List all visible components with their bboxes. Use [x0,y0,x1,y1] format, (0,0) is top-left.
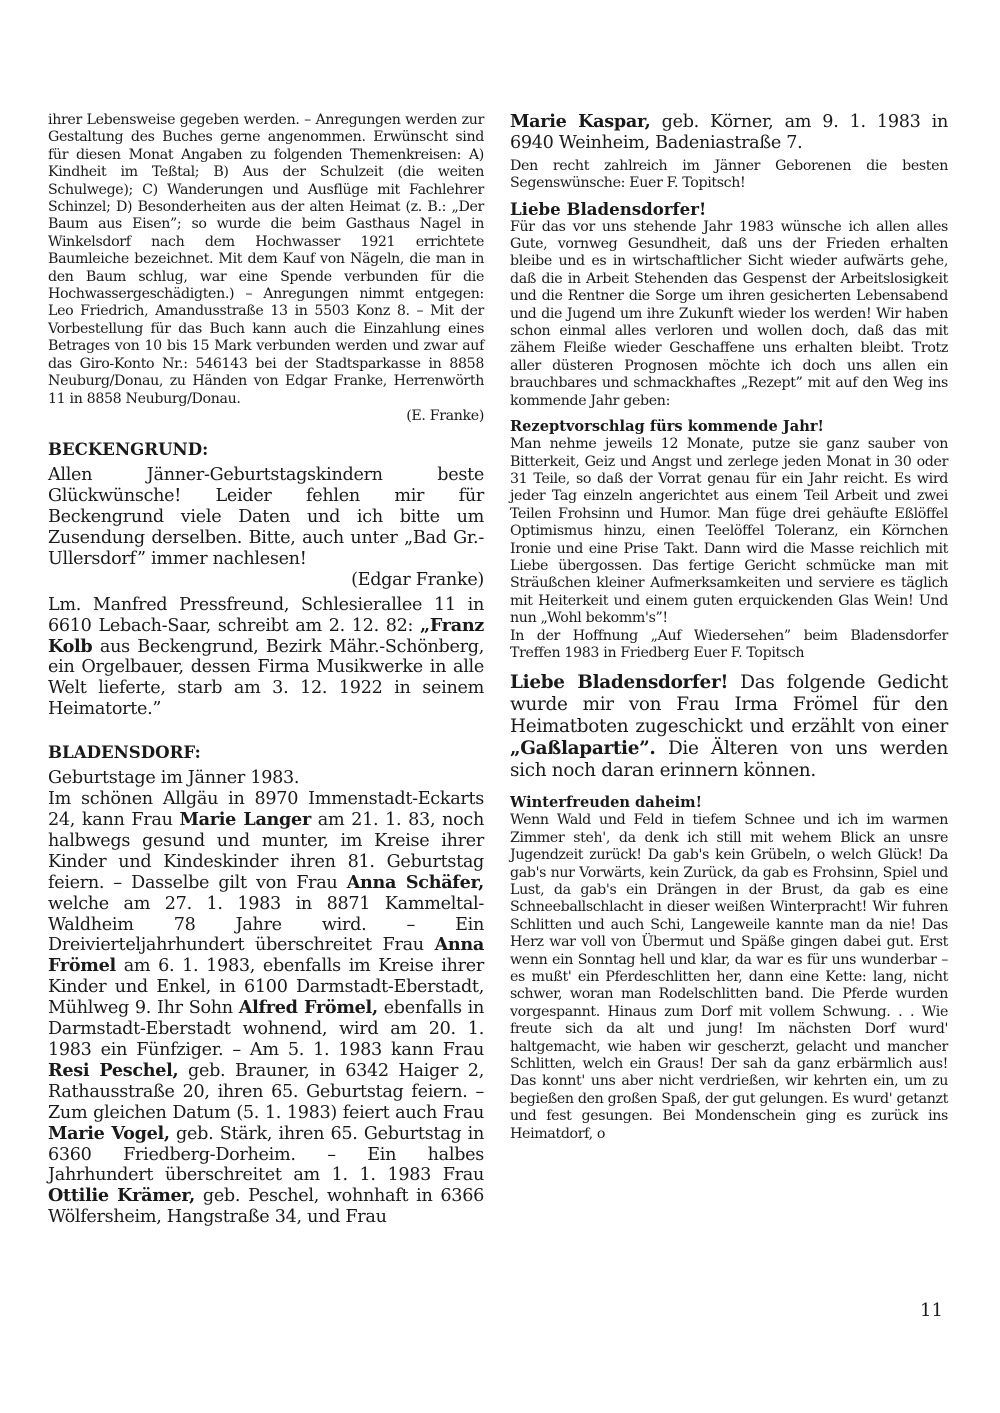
birthdays-subtitle: Geburtstage im Jänner 1983. [48,768,300,789]
section-poem-intro [510,672,948,782]
signature-edgar-franke: (Edgar Franke) [351,569,484,590]
text-segment: geb. Peschel, wohnhaft in 6366 Wölfersheim, Hangstraße 34, und Frau [48,1186,484,1228]
person-name: Ottilie Krämer, [48,1185,195,1207]
heading-liebe-bladensdorfer-2: Liebe Bladensdorfer! [510,672,729,694]
birthday-continuation [510,112,948,154]
text-segment: Das folgende Gedicht wurde mir von Frau Irma Frömel für den Heimatboten zugeschickt und erzählt von einer [510,672,948,738]
text-segment: geb. Körner, am 9. 1. 1983 in 6940 Weinheim, Badeniastraße 7. [510,112,948,153]
heading-recipe: Rezeptvorschlag fürs kommende Jahr! [510,418,824,436]
text-segment: Die Älteren von uns werden sich noch daran erinnern können. [510,738,948,782]
page-number: 11 [920,1300,943,1321]
recipe-text: Man nehme jeweils 12 Monate, putze sie ganz sauber von Bitterkeit, Geiz und Angst und zerlege jeden Monat in 30 oder 31 Teile, so daß der Vorrat genau für ein Jahr reicht. Es wird jeder Tag einzeln angerichtet aus einem Teil Arbeit und zwei Teilen Frohsinn und Humor. Man füge drei gehäufte Eßlöffel Optimismus hinzu, einen Teelöffel Toleranz, ein Körnchen Ironie und eine Prise Takt. Dann wird die Masse reichlich mit Liebe übergossen. Das fertige Gericht schmücke man mit Sträußchen kleiner Aufmerksamkeiten und serviere es täglich mit Heiterkeit und einem guten erquickenden Glas Wein! Und nun „Wohl bekomm's”! [510,436,948,627]
right-column [510,112,948,1143]
letter-intro-text: Lm. Manfred Pressfreund, Schlesierallee 11 in 6610 Lebach-Saar, schreibt am 2. 12. 82: [48,594,484,636]
birthdays-text [48,789,484,1228]
text-segment: am 21. 1. 83, noch halbwegs gesund und munter, im Kreise ihrer Kinder und Kindeskinder ihren 81. Geburtstag feiern. – Dasselbe gilt von Frau [48,810,484,893]
letter-body: aus Beckengrund, Bezirk Mähr.-Schönberg, ein Orgelbauer, dessen Firma Musikwerke in alle Welt lieferte, starb am 3. 12. 1922 in seinem Heimatorte.” [48,636,484,720]
signature-e-franke: (E. Franke) [406,407,484,424]
person-name: Resi Peschel, [48,1059,179,1081]
letter-new-year-text: Für das vor uns stehende Jahr 1983 wünsche ich allen alles Gute, vornweg Gesundheit, daß uns der Frieden erhalten bleibe und es in wirtschaftlicher Sicht wieder aufwärts gehe, daß die in Arbeit Stehenden das Gespenst der Arbeitslosigkeit und die Rentner die Sorge um ihren gesicherten Lebensabend und die Jugend um ihre Zukunft wieder los werden! Wir haben schon einmal alles verloren und wollen doch, daß das mit zähem Fleiße wieder Geschaffene uns erhalten bleibt. Trotz aller düsteren Prognosen möchte ich doch uns allen ein brauchbares und schmackhaftes „Rezept” mit auf den Weg ins kommende Jahr geben: [510,218,948,409]
section-bladensdorf [48,742,484,1228]
book-intro-text: ihrer Lebensweise gegeben werden. – Anregungen werden zur Gestaltung des Buches gerne angenommen. Erwünscht sind für diesen Monat Angaben zu folgenden Themenkreisen: A) Kindheit im Teßtal; B) Aus der Schulzeit (die weiten Schulwege); C) Wanderungen und Ausflüge mit Fachlehrer Schinzel; D) Besonderheiten aus der alten Heimat (z. B.: „Der Baum aus Eisen”; so wurde die beim Gasthaus Nagel in Winkelsdorf nach dem Hochwasser 1921 errichtete Baumleiche bezeichnet. Mit dem Kauf von Nägeln, die man in den Baum schlug, war eine Spende verbunden für die Hochwassergeschädigten.) – Anregungen nimmt entgegen: Leo Friedrich, Amandusstraße 13 in 5503 Konz 8. – Mit der Vorbestellung für das Buch kann auch die Einzahlung eines Betrages von 10 bis 15 Mark verbunden werden und zwar auf das Giro-Konto Nr.: 546143 bei der Stadtsparkasse in 8858 Neuburg/Donau, zu Händen von Edgar Franke, Herrenwörth 11 in 8858 Neuburg/Donau. [48,112,484,407]
person-name: Marie Langer [179,809,311,830]
greeting-text: Den recht zahlreich im Jänner Geborenen die besten Segenswünsche: Euer F. Topitsch! [510,157,948,192]
poem-intro [510,672,948,782]
person-name: Alfred Frömel, [238,997,378,1019]
recipe-closing: In der Hoffnung „Auf Wiedersehen” beim Bladensdorfer Treffen 1983 in Friedberg Euer F. Topitsch [510,627,948,661]
text-segment: welche am 27. 1. 1983 in 8871 Kammeltal-Waldheim 78 Jahre wird. – Ein Dreivierteljahrhundert überschreitet Frau [48,893,484,956]
left-column [48,112,484,1228]
person-name: Anna Frömel [48,934,484,977]
heading-beckengrund: BECKENGRUND: [48,439,209,460]
heading-liebe-bladensdorfer: Liebe Bladensdorfer! [510,198,707,219]
section-recipe [510,418,948,662]
section-letter-new-year [510,199,948,410]
text-segment: am 6. 1. 1983, ebenfalls im Kreise ihrer Kinder und Enkel, in 6100 Darmstadt-Eberstadt, Mühlweg 9. Ihr Sohn [48,956,484,1019]
text-segment: geb. Brauner, in 6342 Haiger 2, Rathausstraße 20, ihren 65. Geburtstag feiern. – Zum gleichen Datum (5. 1. 1983) feiert auch Frau [48,1060,484,1123]
text-segment: Im schönen Allgäu in 8970 Immenstadt-Eckarts 24, kann Frau [48,789,484,830]
person-name: „Franz Kolb [48,614,485,657]
letter-intro [48,595,484,720]
text-segment: geb. Stärk, ihren 65. Geburtstag in 6360 Friedberg-Dorheim. – Ein halbes Jahrhundert überschreitet am 1. 1. 1983 Frau [48,1123,484,1186]
section-beckengrund [48,439,484,720]
poem-title: Winterfreuden daheim! [510,794,702,812]
heading-bladensdorf: BLADENSDORF: [48,742,201,763]
beckengrund-text: Allen Jänner-Geburtstagskindern beste Glückwünsche! Leider fehlen mir für Beckengrund viele Daten und ich bitte um Zusendung derselben. Bitte, auch unter „Bad Gr.-Ullersdorf” immer nachlesen! [48,465,484,569]
person-name: Marie Kaspar, [510,111,651,132]
person-name: Anna Schäfer, [346,871,484,893]
section-poem [510,794,948,1143]
text-segment: ebenfalls in Darmstadt-Eberstadt wohnend, wird am 20. 1. 1983 ein Fünfziger. – Am 5. 1. 1983 kann Frau [48,998,484,1060]
poem-text: Wenn Wald und Feld in tiefem Schnee und ich im warmen Zimmer steh', da denk ich still mit wehem Blick an unsre Jugendzeit zurück! Da gab's kein Grübeln, o welch Glück! Da gab's nur Vorwärts, kein Zurück, da gab es Frohsinn, Spiel und Lust, da gab's ein Drängen in der Brust, da gab es eine Schneeballschlacht in dieser weißen Winterpracht! Wir fuhren Schlitten und auch Schi, Langeweile kannte man da nie! Das Herz war voll von Übermut und Späße gingen dabei gut. Erst wenn ein Sonntag hell und klar, da war es für uns wunderbar – es mußt' ein Pferdeschlitten her, dann eine Kette: lang, nicht schwer, woran man Rodelschlitten band. Die Pferde wurden vorgespannt. Hinaus zum Dorf mit vollem Schwung. . . Wie freute sich da alt und jung! Im nächsten Dorf wurd' haltgemacht, wie haben wir gescherzt, gelacht und mancher Schlitten, welch ein Graus! Der sah da ganz erbärmlich aus! Das konnt' uns aber nicht verdrießen, wir kehrten ein, um zu begießen den großen Spaß, der gut gelungen. Es wurd' getanzt und fest gesungen. Bei Mondenschein ging es zurück ins Heimatdorf, o [510,812,948,1142]
person-name: Marie Vogel, [48,1122,170,1144]
term-gasslapartie: „Gaßlapartie”. [510,738,656,760]
